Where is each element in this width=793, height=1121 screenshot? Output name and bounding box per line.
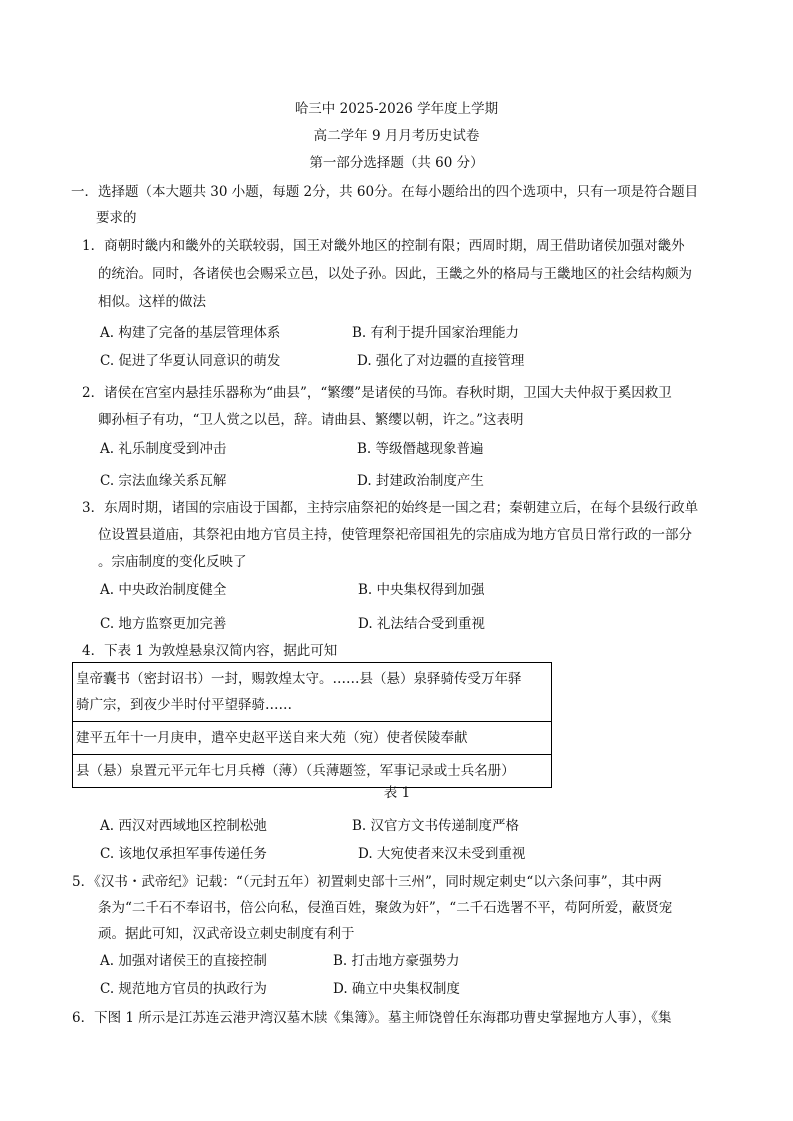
question-4-table xyxy=(72,662,552,788)
exam-subtitle: 高二学年 9 月月考历史试卷 xyxy=(313,128,480,144)
question-3-option-c[interactable]: C. 地方监察更加完善 xyxy=(100,616,227,632)
question-5-line: 条为“二千石不奉诏书，倍公向私，侵渔百姓，聚敛为奸”，“二千石选署不平，苟阿所爱，蔽贤宠 xyxy=(98,900,673,916)
question-5-option-c[interactable]: C. 规范地方官员的执政行为 xyxy=(100,981,267,997)
question-1-option-a[interactable]: A. 构建了完备的基层管理体系 xyxy=(100,325,281,341)
question-5-line: 顽。据此可知，汉武帝设立刺史制度有利于 xyxy=(98,926,355,942)
question-4-line: 4．下表 1 为敦煌悬泉汉简内容，据此可知 xyxy=(82,643,338,659)
question-1-option-c[interactable]: C. 促进了华夏认同意识的萌发 xyxy=(100,353,281,369)
table-cell-line: 皇帝囊书（密封诏书）一封，赐敦煌太守。……县（悬）泉驿骑传受万年驿 xyxy=(76,671,522,687)
question-2-line: 卿孙桓子有功，“卫人赏之以邑，辞。请曲县、繁缨以朝，许之。”这表明 xyxy=(98,412,524,428)
question-3-option-b[interactable]: B. 中央集权得到加强 xyxy=(358,582,485,598)
question-2-option-a[interactable]: A. 礼乐制度受到冲击 xyxy=(100,441,227,457)
question-4-option-c[interactable]: C. 该地仅承担军事传递任务 xyxy=(100,846,267,862)
question-1-line: 的统治。同时，各诸侯也会赐采立邑，以处子孙。因此，王畿之外的格局与王畿地区的社会结构颇为 xyxy=(98,266,692,282)
question-2-line: 2．诸侯在宫室内悬挂乐器称为“曲县”，“繁缨”是诸侯的马饰。春秋时期，卫国大夫仲叔于奚因救卫 xyxy=(82,385,672,401)
question-5-option-b[interactable]: B. 打击地方豪强势力 xyxy=(333,953,460,969)
question-3-option-d[interactable]: D. 礼法结合受到重视 xyxy=(358,616,485,632)
exam-title: 哈三中 2025-2026 学年度上学期 xyxy=(294,101,499,117)
question-3-line: 。宗庙制度的变化反映了 xyxy=(98,554,247,570)
question-1-option-b[interactable]: B. 有利于提升国家治理能力 xyxy=(352,325,520,341)
question-2-option-c[interactable]: C. 宗法血缘关系瓦解 xyxy=(100,473,227,489)
question-2-option-b[interactable]: B. 等级僭越现象普遍 xyxy=(357,441,484,457)
question-1-line: 相似。这样的做法 xyxy=(98,294,206,310)
question-1-line: 1．商朝时畿内和畿外的关联较弱，国王对畿外地区的控制有限；西周时期，周王借助诸侯加强对畿外 xyxy=(82,238,685,254)
question-4-option-d[interactable]: D. 大宛使者来汉未受到重视 xyxy=(358,846,526,862)
question-3-line: 3．东周时期，诸国的宗庙设于国都，主持宗庙祭祀的始终是一国之君；秦朝建立后，在每个县级行政单 xyxy=(82,500,699,516)
table-cell: 县（悬）泉置元平元年七月兵樽（薄）（兵薄题签，军事记录或士兵名册） xyxy=(73,755,552,788)
section-instruction: 一．选择题（本大题共 30 小题，每题 2分，共 60分。在每小题给出的四个选项中，只有一项是符合题目 xyxy=(71,184,699,200)
question-1-option-d[interactable]: D. 强化了对边疆的直接管理 xyxy=(357,353,525,369)
table-cell: 建平五年十一月庚申，遣卒史赵平送自来大苑（宛）使者侯陵奉献 xyxy=(73,722,552,755)
question-5-option-d[interactable]: D. 确立中央集权制度 xyxy=(333,981,460,997)
question-2-option-d[interactable]: D. 封建政治制度产生 xyxy=(357,473,484,489)
question-4-option-b[interactable]: B. 汉官方文书传递制度严格 xyxy=(352,818,520,834)
question-6-line: 6．下图 1 所示是江苏连云港尹湾汉墓木牍《集簿》。墓主师饶曾任东海郡功曹史掌握地方人事），《集 xyxy=(72,1010,672,1026)
table-cell xyxy=(73,663,552,722)
table-row xyxy=(73,663,552,722)
table-cell-line: 骑广宗，到夜少半时付平望驿骑…… xyxy=(76,697,292,713)
question-3-option-a[interactable]: A. 中央政治制度健全 xyxy=(100,582,227,598)
table-caption: 表 1 xyxy=(383,785,411,801)
question-4-option-a[interactable]: A. 西汉对西域地区控制松弛 xyxy=(100,818,267,834)
table-row xyxy=(73,722,552,755)
part-heading: 第一部分选择题（共 60 分） xyxy=(309,155,484,171)
section-instruction-cont: 要求的 xyxy=(96,210,137,226)
question-5-line: 5．《汉书・武帝纪》记载：“（元封五年）初置刺史部十三州”，同时规定刺史“以六条问事”，其中两 xyxy=(72,874,662,890)
question-5-option-a[interactable]: A. 加强对诸侯王的直接控制 xyxy=(100,953,267,969)
question-3-line: 位设置县道庙，其祭祀由地方官员主持，使管理祭祀帝国祖先的宗庙成为地方官员日常行政的一部分 xyxy=(98,527,692,543)
